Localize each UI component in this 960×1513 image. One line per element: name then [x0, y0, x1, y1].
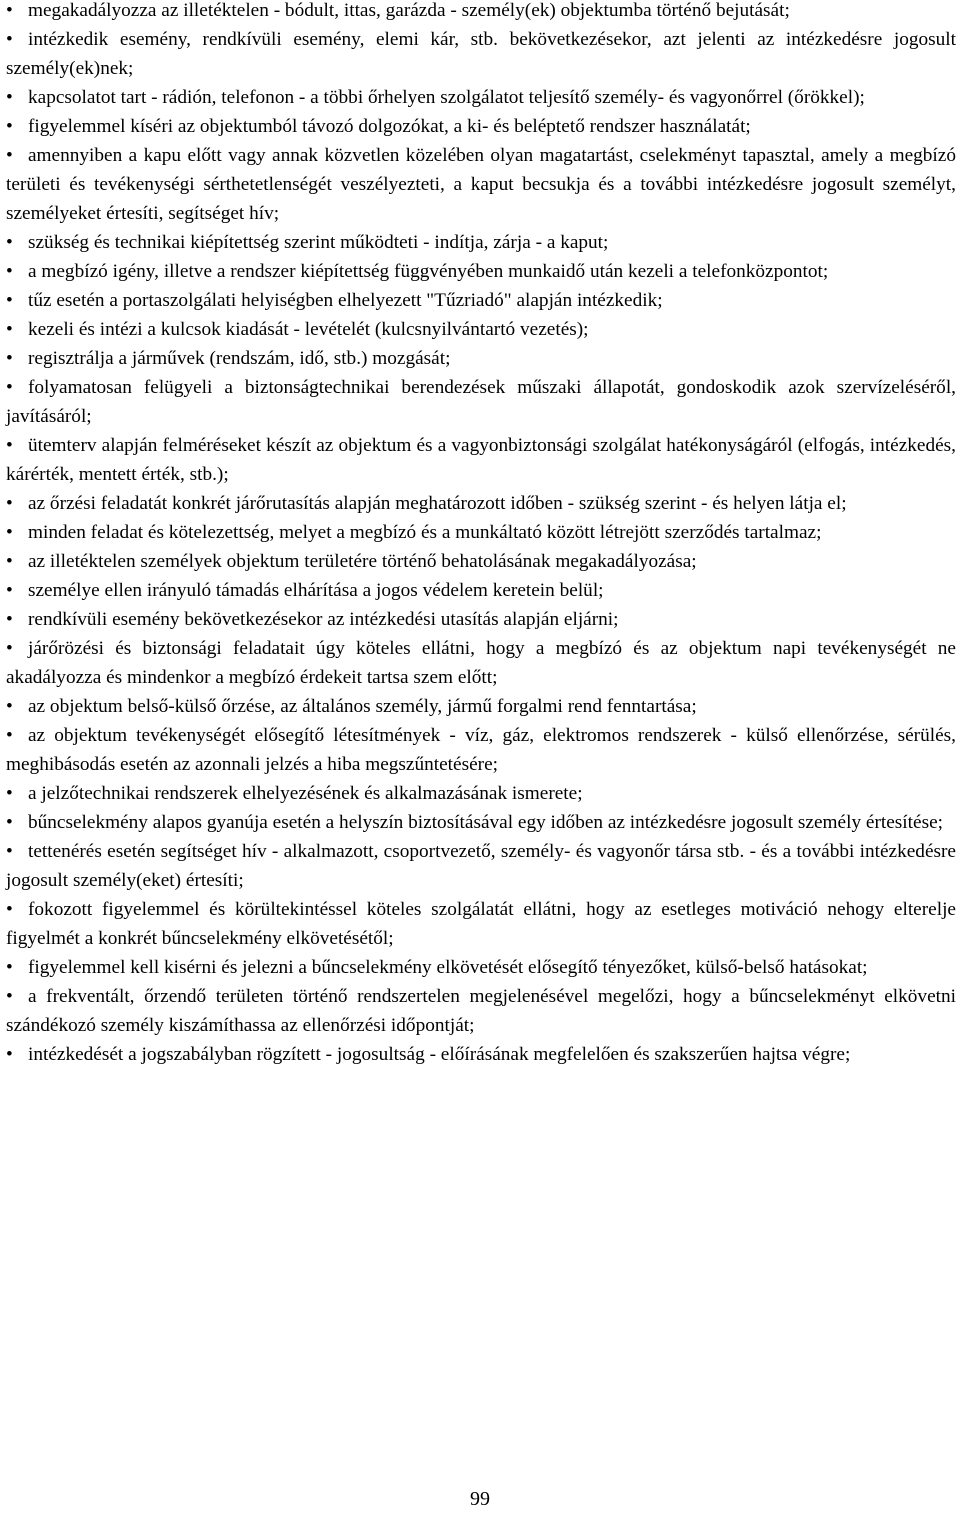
bullet-icon: •	[6, 435, 13, 456]
list-item	[6, 431, 956, 489]
list-item-text: kapcsolatot tart - rádión, telefonon - a többi őrhelyen szolgálatot teljesítő személy- és vagyonőrrel (őrökkel);	[28, 87, 865, 108]
list-item-text: személye ellen irányuló támadás elhárítása a jogos védelem keretein belül;	[28, 580, 604, 601]
bullet-icon: •	[6, 290, 13, 311]
list-item-text: folyamatosan felügyeli a biztonságtechnikai berendezések műszaki állapotát, gondoskodik azok szervízeléséről, javításáról;	[6, 377, 956, 427]
list-item-text: az objektum tevékenységét elősegítő létesítmények - víz, gáz, elektromos rendszerek - külső ellenőrzése, sérülés, meghibásodás esetén az azonnali jelzés a hiba megszűntetésére;	[6, 725, 956, 775]
bullet-icon: •	[6, 986, 13, 1007]
list-item	[6, 112, 956, 141]
list-item-text: bűncselekmény alapos gyanúja esetén a helyszín biztosításával egy időben az intézkedésre jogosult személy értesítése;	[28, 812, 944, 833]
bullet-icon: •	[6, 522, 13, 543]
list-item	[6, 373, 956, 431]
bullet-icon: •	[6, 493, 13, 514]
list-item	[6, 315, 956, 344]
bullet-icon: •	[6, 348, 13, 369]
bullet-icon: •	[6, 783, 13, 804]
list-item	[6, 344, 956, 373]
list-item	[6, 257, 956, 286]
list-item	[6, 1040, 956, 1069]
list-item-text: a jelzőtechnikai rendszerek elhelyezésének és alkalmazásának ismerete;	[28, 783, 583, 804]
list-item	[6, 228, 956, 257]
bullet-icon: •	[6, 145, 13, 166]
list-item	[6, 518, 956, 547]
bullet-icon: •	[6, 638, 13, 659]
list-item-text: tűz esetén a portaszolgálati helyiségben elhelyezett "Tűzriadó" alapján intézkedik;	[28, 290, 663, 311]
bullet-icon: •	[6, 29, 13, 50]
list-item-text: kezeli és intézi a kulcsok kiadását - levételét (kulcsnyilvántartó vezetés);	[28, 319, 589, 340]
list-item	[6, 721, 956, 779]
list-item	[6, 605, 956, 634]
list-item	[6, 25, 956, 83]
bullet-icon: •	[6, 899, 13, 920]
list-item-text: az őrzési feladatát konkrét járőrutasítás alapján meghatározott időben - szükség szerint - és helyen látja el;	[28, 493, 847, 514]
duty-list	[6, 0, 956, 1069]
list-item-text: minden feladat és kötelezettség, melyet a megbízó és a munkáltató között létrejött szerződés tartalmaz;	[28, 522, 822, 543]
list-item	[6, 83, 956, 112]
list-item-text: ütemterv alapján felméréseket készít az objektum és a vagyonbiztonsági szolgálat hatékonyságáról (elfogás, intézkedés, kárérték, mentett érték, stb.);	[6, 435, 956, 485]
list-item	[6, 895, 956, 953]
bullet-icon: •	[6, 725, 13, 746]
list-item-text: figyelemmel kell kisérni és jelezni a bűncselekmény elkövetését elősegítő tényezőket, külső-belső hatásokat;	[28, 957, 868, 978]
list-item-text: fokozott figyelemmel és körültekintéssel köteles szolgálatát ellátni, hogy az esetleges motiváció nehogy elterelje figyelmét a konkrét bűncselekmény elkövetésétől;	[6, 899, 956, 949]
bullet-icon: •	[6, 812, 13, 833]
bullet-icon: •	[6, 116, 13, 137]
list-item	[6, 982, 956, 1040]
bullet-icon: •	[6, 377, 13, 398]
list-item	[6, 837, 956, 895]
page-number: 99	[470, 1488, 490, 1510]
list-item-text: az illetéktelen személyek objektum területére történő behatolásának megakadályozása;	[28, 551, 697, 572]
list-item	[6, 141, 956, 228]
list-item-text: megakadályozza az illetéktelen - bódult, ittas, garázda - személy(ek) objektumba történő bejutását;	[28, 0, 790, 21]
list-item	[6, 576, 956, 605]
bullet-icon: •	[6, 232, 13, 253]
list-item-text: a frekventált, őrzendő területen történő rendszertelen megjelenésével megelőzi, hogy a bűncselekményt elkövetni szándékozó személy kiszámíthassa az ellenőrzési időpontját;	[6, 986, 956, 1036]
list-item	[6, 286, 956, 315]
list-item-text: szükség és technikai kiépítettség szerint működteti - indítja, zárja - a kaput;	[28, 232, 609, 253]
bullet-icon: •	[6, 261, 13, 282]
bullet-icon: •	[6, 841, 13, 862]
bullet-icon: •	[6, 957, 13, 978]
list-item-text: regisztrálja a járművek (rendszám, idő, stb.) mozgását;	[28, 348, 451, 369]
list-item	[6, 692, 956, 721]
list-item	[6, 0, 956, 25]
list-item	[6, 634, 956, 692]
bullet-icon: •	[6, 87, 13, 108]
list-item-text: intézkedik esemény, rendkívüli esemény, elemi kár, stb. bekövetkezésekor, azt jelenti az intézkedésre jogosult személy(ek)nek;	[6, 29, 956, 79]
list-item-text: tettenérés esetén segítséget hív - alkalmazott, csoportvezető, személy- és vagyonőr társa stb. - és a további intézkedésre jogosult személy(eket) értesíti;	[6, 841, 956, 891]
list-item	[6, 489, 956, 518]
list-item-text: az objektum belső-külső őrzése, az általános személy, jármű forgalmi rend fenntartása;	[28, 696, 697, 717]
list-item	[6, 779, 956, 808]
bullet-icon: •	[6, 609, 13, 630]
bullet-icon: •	[6, 580, 13, 601]
bullet-icon: •	[6, 319, 13, 340]
bullet-icon: •	[6, 0, 13, 21]
bullet-icon: •	[6, 1044, 13, 1065]
list-item-text: a megbízó igény, illetve a rendszer kiépítettség függvényében munkaidő után kezeli a telefonközpontot;	[28, 261, 829, 282]
list-item-text: intézkedését a jogszabályban rögzített - jogosultság - előírásának megfelelően és szakszerűen hajtsa végre;	[28, 1044, 851, 1065]
bullet-icon: •	[6, 551, 13, 572]
list-item-text: járőrözési és biztonsági feladatait úgy köteles ellátni, hogy a megbízó és az objektum napi tevékenységét ne akadályozza és mindenkor a megbízó érdekeit tartsa szem előtt;	[6, 638, 956, 688]
bullet-icon: •	[6, 696, 13, 717]
list-item	[6, 547, 956, 576]
list-item-text: rendkívüli esemény bekövetkezésekor az intézkedési utasítás alapján eljárni;	[28, 609, 619, 630]
list-item-text: figyelemmel kíséri az objektumból távozó dolgozókat, a ki- és beléptető rendszer használatát;	[28, 116, 751, 137]
list-item	[6, 808, 956, 837]
list-item-text: amennyiben a kapu előtt vagy annak közvetlen közelében olyan magatartást, cselekményt tapasztal, amely a megbízó területi és tevékenységi sérthetetlenségét veszélyezteti, a kaput becsukja és a további intézkedésre jogosult személyt, személyeket értesíti, segítséget hív;	[6, 145, 956, 224]
list-item	[6, 953, 956, 982]
